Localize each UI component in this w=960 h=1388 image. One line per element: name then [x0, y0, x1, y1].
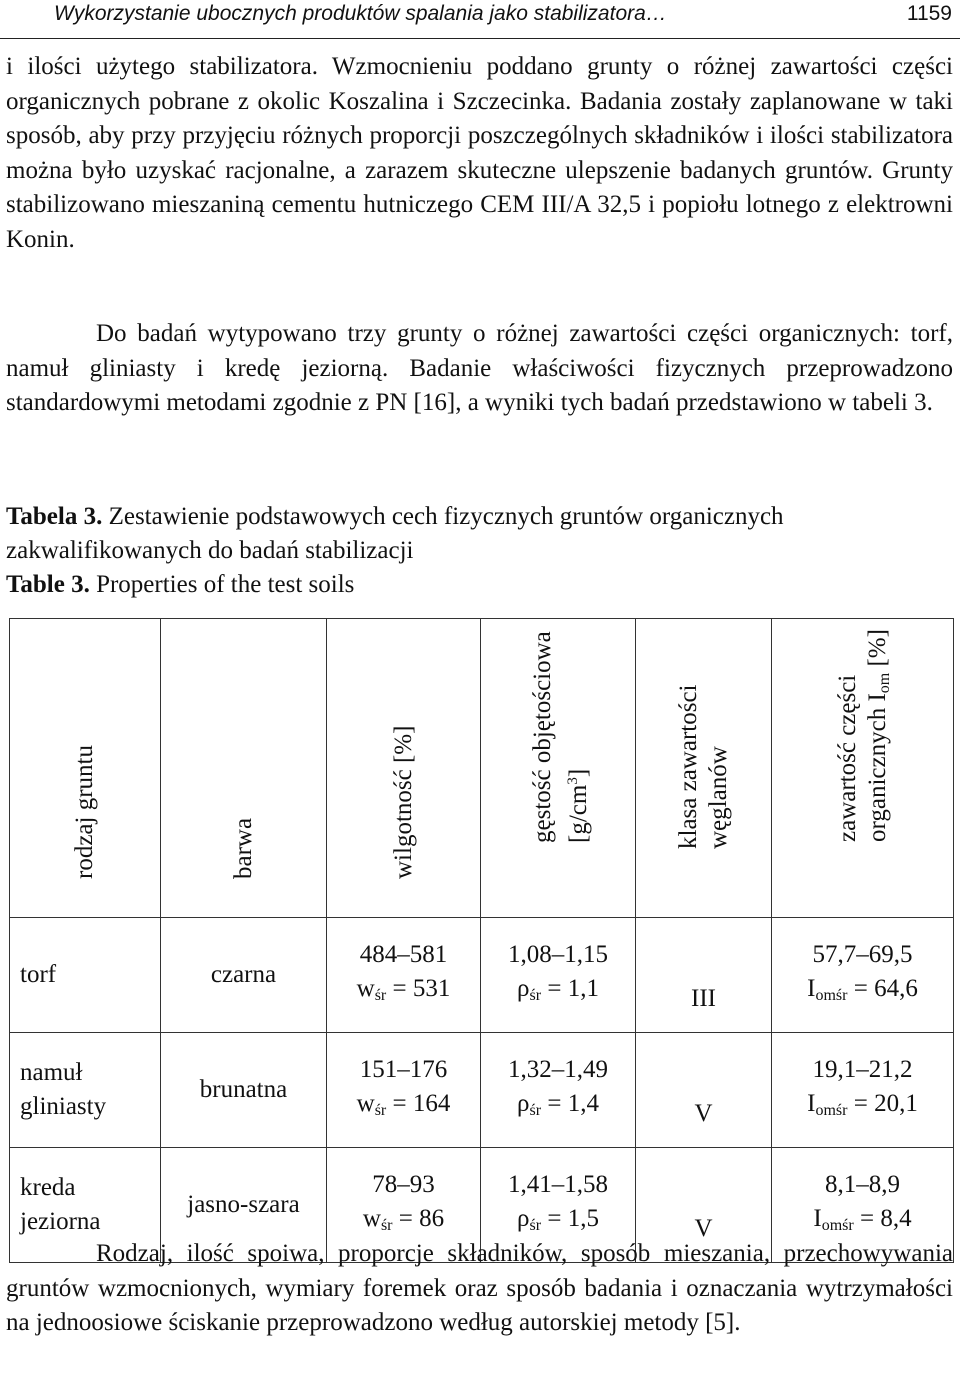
page-number: 1159: [906, 2, 952, 25]
cell-density: 1,08–1,15 $\rho_{śr} = 1,1$: [481, 918, 636, 1033]
running-header: [0, 0, 960, 39]
cell-color: brunatna: [161, 1033, 327, 1148]
cell-organic-content: 8,1–8,9 $I_{omśr} = 8,4$: [772, 1148, 954, 1263]
cell-color: jasno-szara: [161, 1148, 327, 1263]
paragraph-soils-text: Do badań wytypowano trzy grunty o różnej zawartości części organicznych: torf, namuł gliniasty i kredę jeziorną. Badanie właściwości fizycznych przeprowadzono standardowymi metodami zgodnie z PN [16], a wyniki tych badań przedstawiono w tabeli 3.: [6, 320, 953, 416]
cell-organic-content: 19,1–21,2 $I_{omśr} = 20,1$: [772, 1033, 954, 1148]
caption-en-text: Properties of the test soils: [89, 571, 355, 598]
cell-moisture: 78–93 $w_{śr} = 86$: [327, 1148, 481, 1263]
running-title: Wykorzystanie ubocznych produktów spalania jako stabilizatora…: [54, 2, 667, 25]
cell-carbonate-class: V: [636, 1148, 772, 1263]
table-row-torf: [10, 918, 954, 1033]
cell-carbonate-class: V: [636, 1033, 772, 1148]
paragraph-soils: [6, 317, 953, 421]
header-soil-type: [10, 619, 161, 918]
cell-moisture: 151–176 $w_{śr} = 164$: [327, 1033, 481, 1148]
table-row-namul: [10, 1033, 954, 1148]
header-moisture: [327, 619, 481, 918]
header-density-label: gęstość objętościowa $[g/cm^3]$: [529, 631, 592, 843]
cell-soil-type: torf: [10, 918, 161, 1033]
header-organic-content: [772, 619, 954, 918]
soil-properties-table: [9, 618, 954, 1263]
caption-pl-label: Tabela 3.: [6, 503, 103, 530]
cell-color: czarna: [161, 918, 327, 1033]
table-caption-en: [6, 568, 953, 602]
cell-density: 1,41–1,58 $\rho_{śr} = 1,5$: [481, 1148, 636, 1263]
header-soil-type-label: rodzaj gruntu: [71, 745, 98, 879]
cell-carbonate-class: III: [636, 918, 772, 1033]
header-carbonate-class: [636, 619, 772, 918]
table-header-row: [10, 619, 954, 918]
header-color: [161, 619, 327, 918]
caption-pl-text: Zestawienie podstawowych cech fizycznych gruntów organicznych zakwalifikowanych do badań stabilizacji: [6, 503, 784, 564]
header-carbonate-class-label: klasa zawartości węglanów: [674, 684, 732, 849]
table-caption-pl: [6, 500, 953, 568]
header-density: [481, 619, 636, 918]
cell-density: 1,32–1,49 $\rho_{śr} = 1,4$: [481, 1033, 636, 1148]
paragraph-method-text: Rodzaj, ilość spoiwa, proporcje składników, sposób mieszania, przechowywania gruntów wzmocnionych, wymiary foremek oraz sposób badania i oznaczania wytrzymałości na jednoosiowe ściskanie przeprowadzono według autorskiej metody [5].: [6, 1240, 953, 1336]
header-color-label: barwa: [229, 817, 257, 879]
paragraph-intro: i ilości użytego stabilizatora. Wzmocnieniu poddano grunty o różnej zawartości części organicznych pobrane z okolic Koszalina i Szczecinka. Badania zostały zaplanowane w taki sposób, aby przy przyjęciu różnych proporcji poszczególnych składników i ilości stabilizatora można było uzyskać racjonalne, a zarazem skuteczne ulepszenie badanych gruntów. Grunty stabilizowano mieszaniną cementu hutniczego CEM III/A 32,5 i popiołu lotnego z elektrowni Konin.: [6, 53, 953, 253]
header-organic-content-label: zawartość części organicznych $I_{om}$ [%]: [833, 629, 893, 842]
cell-soil-type: kreda jeziorna: [10, 1148, 161, 1263]
cell-soil-type: namuł gliniasty: [10, 1033, 161, 1148]
cell-moisture: 484–581 $w_{śr} = 531$: [327, 918, 481, 1033]
paragraph-method: [6, 1237, 953, 1341]
caption-en-label: Table 3.: [6, 571, 90, 598]
cell-organic-content: 57,7–69,5 $I_{omśr} = 64,6$: [772, 918, 954, 1033]
header-moisture-label: wilgotność [%]: [389, 725, 417, 879]
